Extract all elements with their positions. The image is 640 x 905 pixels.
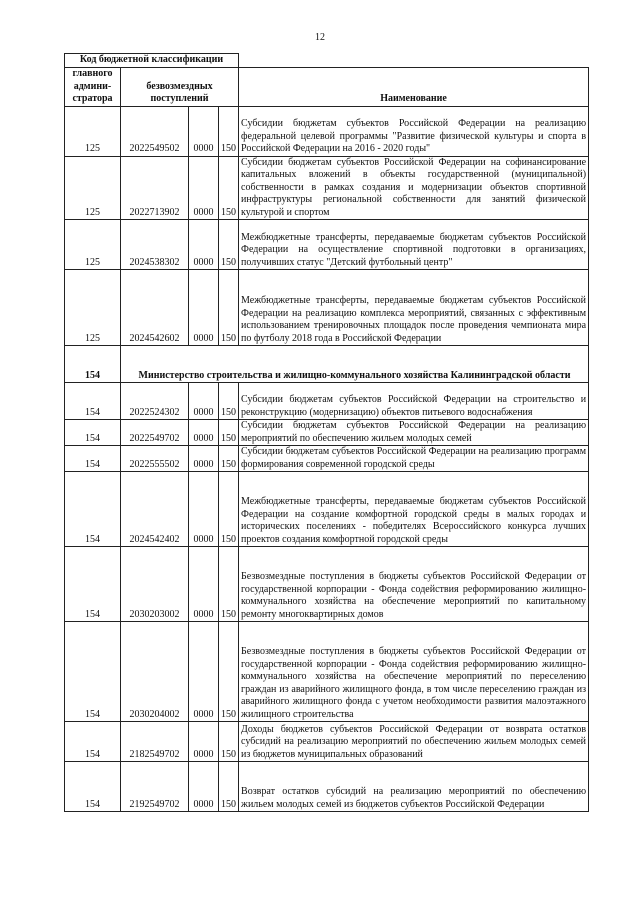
cell-kind: 150	[219, 446, 239, 472]
cell-code: 2030204002	[121, 622, 189, 722]
cell-admin: 154	[65, 622, 121, 722]
cell-admin: 154	[65, 420, 121, 446]
section-row	[65, 346, 589, 383]
cell-kind: 150	[219, 762, 239, 812]
header-receipts: безвозмездных поступлений	[121, 67, 239, 106]
cell-subtype: 0000	[189, 220, 219, 270]
header-blank	[239, 54, 589, 68]
cell-name: Межбюджетные трансферты, передаваемые бюджетам субъектов Российской Федерации на реализацию комплекса мероприятий, связанных с эффективным использованием тренировочных площадок после проведения чемпионата мира по футболу 2018 года в Российской Федерации	[239, 270, 589, 346]
table-row	[65, 270, 589, 346]
cell-admin: 154	[65, 446, 121, 472]
cell-name: Субсидии бюджетам субъектов Российской Федерации на реализацию мероприятий по обеспечению жильем молодых семей	[239, 420, 589, 446]
table-row	[65, 220, 589, 270]
table-row	[65, 383, 589, 420]
header-name: Наименование	[239, 67, 589, 106]
table-row	[65, 420, 589, 446]
cell-admin: 125	[65, 220, 121, 270]
cell-name: Безвозмездные поступления в бюджеты субъектов Российской Федерации от государственной корпорации - Фонда содействия реформированию жилищно-коммунального хозяйства на обеспечение мероприятий по переселению граждан из аварийного жилищного фонда, в том числе переселению граждан из аварийного жилищного фонда с учетом необходимости развития малоэтажного жилищного строительства	[239, 622, 589, 722]
cell-subtype: 0000	[189, 622, 219, 722]
cell-admin: 154	[65, 722, 121, 762]
cell-code: 2024542402	[121, 472, 189, 547]
cell-kind: 150	[219, 472, 239, 547]
cell-kind: 150	[219, 156, 239, 220]
cell-code: 2192549702	[121, 762, 189, 812]
cell-subtype: 0000	[189, 762, 219, 812]
cell-kind: 150	[219, 622, 239, 722]
cell-name: Безвозмездные поступления в бюджеты субъектов Российской Федерации от государственной корпорации - Фонда содействия реформированию жилищно-коммунального хозяйства на обеспечение мероприятий по капитальному ремонту многоквартирных домов	[239, 547, 589, 622]
cell-code: 2024538302	[121, 220, 189, 270]
table-row	[65, 762, 589, 812]
cell-code: 2182549702	[121, 722, 189, 762]
cell-admin: 125	[65, 106, 121, 156]
cell-name: Межбюджетные трансферты, передаваемые бюджетам субъектов Российской Федерации на осуществление спортивной подготовки в организациях, получивших статус "Детский футбольный центр"	[239, 220, 589, 270]
cell-code: 2022549702	[121, 420, 189, 446]
cell-subtype: 0000	[189, 420, 219, 446]
cell-subtype: 0000	[189, 270, 219, 346]
cell-subtype: 0000	[189, 547, 219, 622]
cell-subtype: 0000	[189, 156, 219, 220]
cell-kind: 150	[219, 547, 239, 622]
cell-admin: 154	[65, 383, 121, 420]
table-row	[65, 106, 589, 156]
cell-name: Субсидии бюджетам субъектов Российской Федерации на реализацию программ формирования современной городской среды	[239, 446, 589, 472]
section-title: Министерство строительства и жилищно-коммунального хозяйства Калининградской области	[121, 346, 589, 383]
table-row	[65, 472, 589, 547]
cell-kind: 150	[219, 270, 239, 346]
cell-subtype: 0000	[189, 472, 219, 547]
table-row	[65, 722, 589, 762]
page-number: 12	[315, 32, 325, 43]
cell-name: Субсидии бюджетам субъектов Российской Федерации на софинансирование капитальных вложений в объекты государственной (муниципальной) собственности в рамках создания и модернизации объектов спортивной инфраструктуры региональной собственности для занятий физической культурой и спортом	[239, 156, 589, 220]
cell-admin: 154	[65, 762, 121, 812]
cell-kind: 150	[219, 420, 239, 446]
table-row	[65, 156, 589, 220]
cell-name: Субсидии бюджетам субъектов Российской Федерации на реализацию федеральной целевой программы "Развитие физической культуры и спорта в Российской Федерации на 2016 - 2020 годы"	[239, 106, 589, 156]
header-admin: главного админи-стратора	[65, 67, 121, 106]
cell-admin: 154	[65, 346, 121, 383]
header-group-label: Код бюджетной классификации	[65, 54, 239, 68]
cell-code: 2022555502	[121, 446, 189, 472]
cell-admin: 125	[65, 270, 121, 346]
table-row	[65, 547, 589, 622]
cell-kind: 150	[219, 722, 239, 762]
cell-code: 2022524302	[121, 383, 189, 420]
table-row	[65, 446, 589, 472]
cell-kind: 150	[219, 383, 239, 420]
cell-code: 2022713902	[121, 156, 189, 220]
budget-classification-table	[64, 53, 589, 812]
cell-subtype: 0000	[189, 446, 219, 472]
cell-admin: 154	[65, 472, 121, 547]
cell-admin: 125	[65, 156, 121, 220]
cell-name: Межбюджетные трансферты, передаваемые бюджетам субъектов Российской Федерации на создание комфортной городской среды в малых городах и исторических поселениях - победителях Всероссийского конкурса лучших проектов создания комфортной городской среды	[239, 472, 589, 547]
cell-name: Возврат остатков субсидий на реализацию мероприятий по обеспечению жильем молодых семей из бюджетов субъектов Российской Федерации	[239, 762, 589, 812]
table-body	[65, 106, 589, 812]
cell-subtype: 0000	[189, 106, 219, 156]
cell-code: 2030203002	[121, 547, 189, 622]
table-row	[65, 622, 589, 722]
cell-subtype: 0000	[189, 383, 219, 420]
cell-name: Субсидии бюджетам субъектов Российской Федерации на строительство и реконструкцию (модернизацию) объектов питьевого водоснабжения	[239, 383, 589, 420]
cell-code: 2022549502	[121, 106, 189, 156]
cell-subtype: 0000	[189, 722, 219, 762]
cell-kind: 150	[219, 220, 239, 270]
cell-name: Доходы бюджетов субъектов Российской Федерации от возврата остатков субсидий на реализацию мероприятий по обеспечению жильем молодых семей из бюджетов муниципальных образований	[239, 722, 589, 762]
cell-admin: 154	[65, 547, 121, 622]
cell-kind: 150	[219, 106, 239, 156]
cell-code: 2024542602	[121, 270, 189, 346]
